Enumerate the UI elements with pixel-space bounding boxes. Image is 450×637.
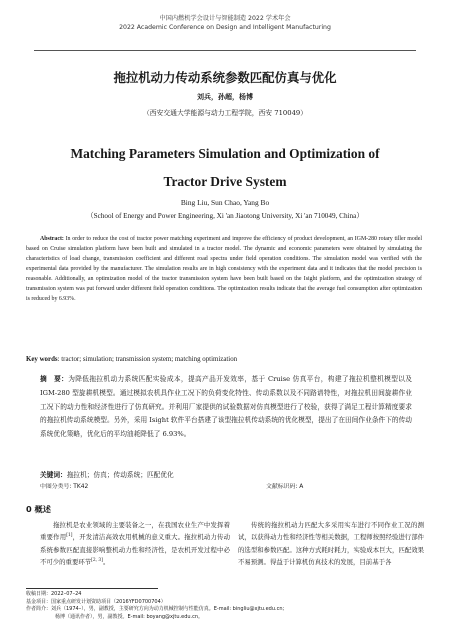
paper-title-cn: 拖拉机动力传动系统参数匹配仿真与优化 [113, 70, 337, 85]
paper-title-en [0, 140, 450, 196]
body-text: 。 [102, 558, 110, 567]
authors-en: Bing Liu, Sun Chao, Yang Bo [180, 198, 270, 207]
abstract-cn [40, 373, 412, 442]
fund-note: 基金项目：国家重点研发计划资助项目（2016YFD0700704） [26, 598, 166, 605]
keywords-cn-label: 关键词： [40, 471, 67, 479]
keywords-en-text: : tractor; simulation; transmission system; matching optimization [57, 356, 238, 363]
keywords-en [26, 355, 422, 365]
abstract-en [26, 234, 422, 304]
received-date: 收稿日期：2022–07–24 [26, 591, 82, 597]
body-paragraph [40, 519, 230, 569]
running-header [0, 14, 450, 32]
body-column-right [238, 519, 424, 569]
author-note-1: 作者简介：刘兵（1974–），男，副教授，主要研究方向为动力机械控制与性能仿真。E-mail: bingliu@xjtu.edu.cn; [26, 606, 285, 613]
document-code: 文献标识码: A [266, 484, 304, 490]
footnotes [26, 591, 426, 621]
authors-cn: 刘兵，孙超，杨博 [197, 93, 253, 101]
keywords-cn [40, 470, 412, 480]
affiliation-en: （School of Energy and Power Engineering, Xi 'an Jiaotong University, Xi 'an 710049, China） [86, 212, 364, 220]
body-text: ，开发清洁高效农用机械的意义重大。拖拉机动力传动系统参数匹配直接影响整机动力性和经济性，是农机开发过程中必不可少的重要环节 [40, 533, 231, 567]
keywords-en-label: Key words [26, 356, 58, 363]
keywords-cn-text: 拖拉机；仿真；传动系统；匹配优化 [66, 471, 174, 479]
section-heading: 0 概述 [26, 504, 51, 514]
footnote-rule [26, 588, 158, 589]
conference-name-en: 2022 Academic Conference on Design and Intelligent Manufacturing [119, 24, 331, 31]
paper-title-en-line2: Tractor Drive System [163, 174, 287, 189]
body-column-left [40, 519, 230, 569]
abstract-cn-label: 摘 要： [40, 375, 69, 383]
citation-ref: [1] [66, 533, 73, 539]
conference-name-cn: 中国内燃机学会设计与智能制造 2022 学术年会 [159, 15, 291, 22]
citation-ref: [2, 3] [91, 558, 103, 564]
abstract-en-label: Abstract: [40, 236, 64, 242]
clc-number: 中图分类号: TK42 [40, 484, 89, 490]
abstract-cn-text: 为降低拖拉机动力系统匹配实验成本，提高产品开发效率，基于 Cruise 仿真平台，构建了拖拉机整机模型以及 IGM-280 型旋耕机模型。通过模拟农机具作业工况下的负荷变化特性、传动系数以及不同路谱特性，对拖拉机田间旋耕作业工况下的动力性和经济性进行了仿真研究。并利用厂家提供的试验数据对仿真模型进行了校验，获得了满足工程计算精度要求的拖拉机传动系统模型。另外，采用 Isight 软件平台搭建了该型拖拉机传动系统的优化模型，提出了在田间作业条件下的传动系统优化策略，优化后的平均油耗降低了 6.93%。 [40, 375, 412, 439]
classification-row [40, 483, 412, 492]
paper-title-en-line1: Matching Parameters Simulation and Optimization of [70, 146, 380, 161]
body-paragraph: 传统的拖拉机动力匹配大多采用实车进行不同作业工况的测试，以获得动力性和经济性等相关数据，工程师按照经验进行部件的选型和参数匹配。这种方式耗时耗力，实验成本巨大，匹配效果不易预测。得益于计算机仿真技术的发展，目前基于各 [238, 521, 424, 567]
abstract-en-text: In order to reduce the cost of tractor power matching experiment and improve the efficiency of product development, an IGM-280 rotary tiller model based on Cruise simulation platform have been built and simulated in a tractor model. The dynamic and economic parameters were obtained by simulating the characteristics of load change, transmission coefficient and different road spectra under field operation conditions. The simulation model was verified with the experimental data provided by the manufacturer. The simulation results are in high consistency with the experiment data and it indicates that the model precision is reasonable. Additionally, an optimization model of the tractor transmission system have been built based on the Isight platform, and the optimization strategy of transmission system was put forward under different field operation conditions. The optimization results indicate that the average fuel consumption after optimization is reduced by 6.93%. [26, 236, 422, 303]
header-rule [34, 50, 416, 51]
author-note-2: 杨博（通讯作者），男，副教授。E-mail: boyang@xjtu.edu.cn。 [55, 613, 204, 620]
body-text: 拖拉机是农业领域的主要装备之一，在我国农业生产中发挥着重要作用 [40, 521, 230, 542]
affiliation-cn: （西安交通大学能源与动力工程学院，西安 710049） [142, 109, 308, 117]
